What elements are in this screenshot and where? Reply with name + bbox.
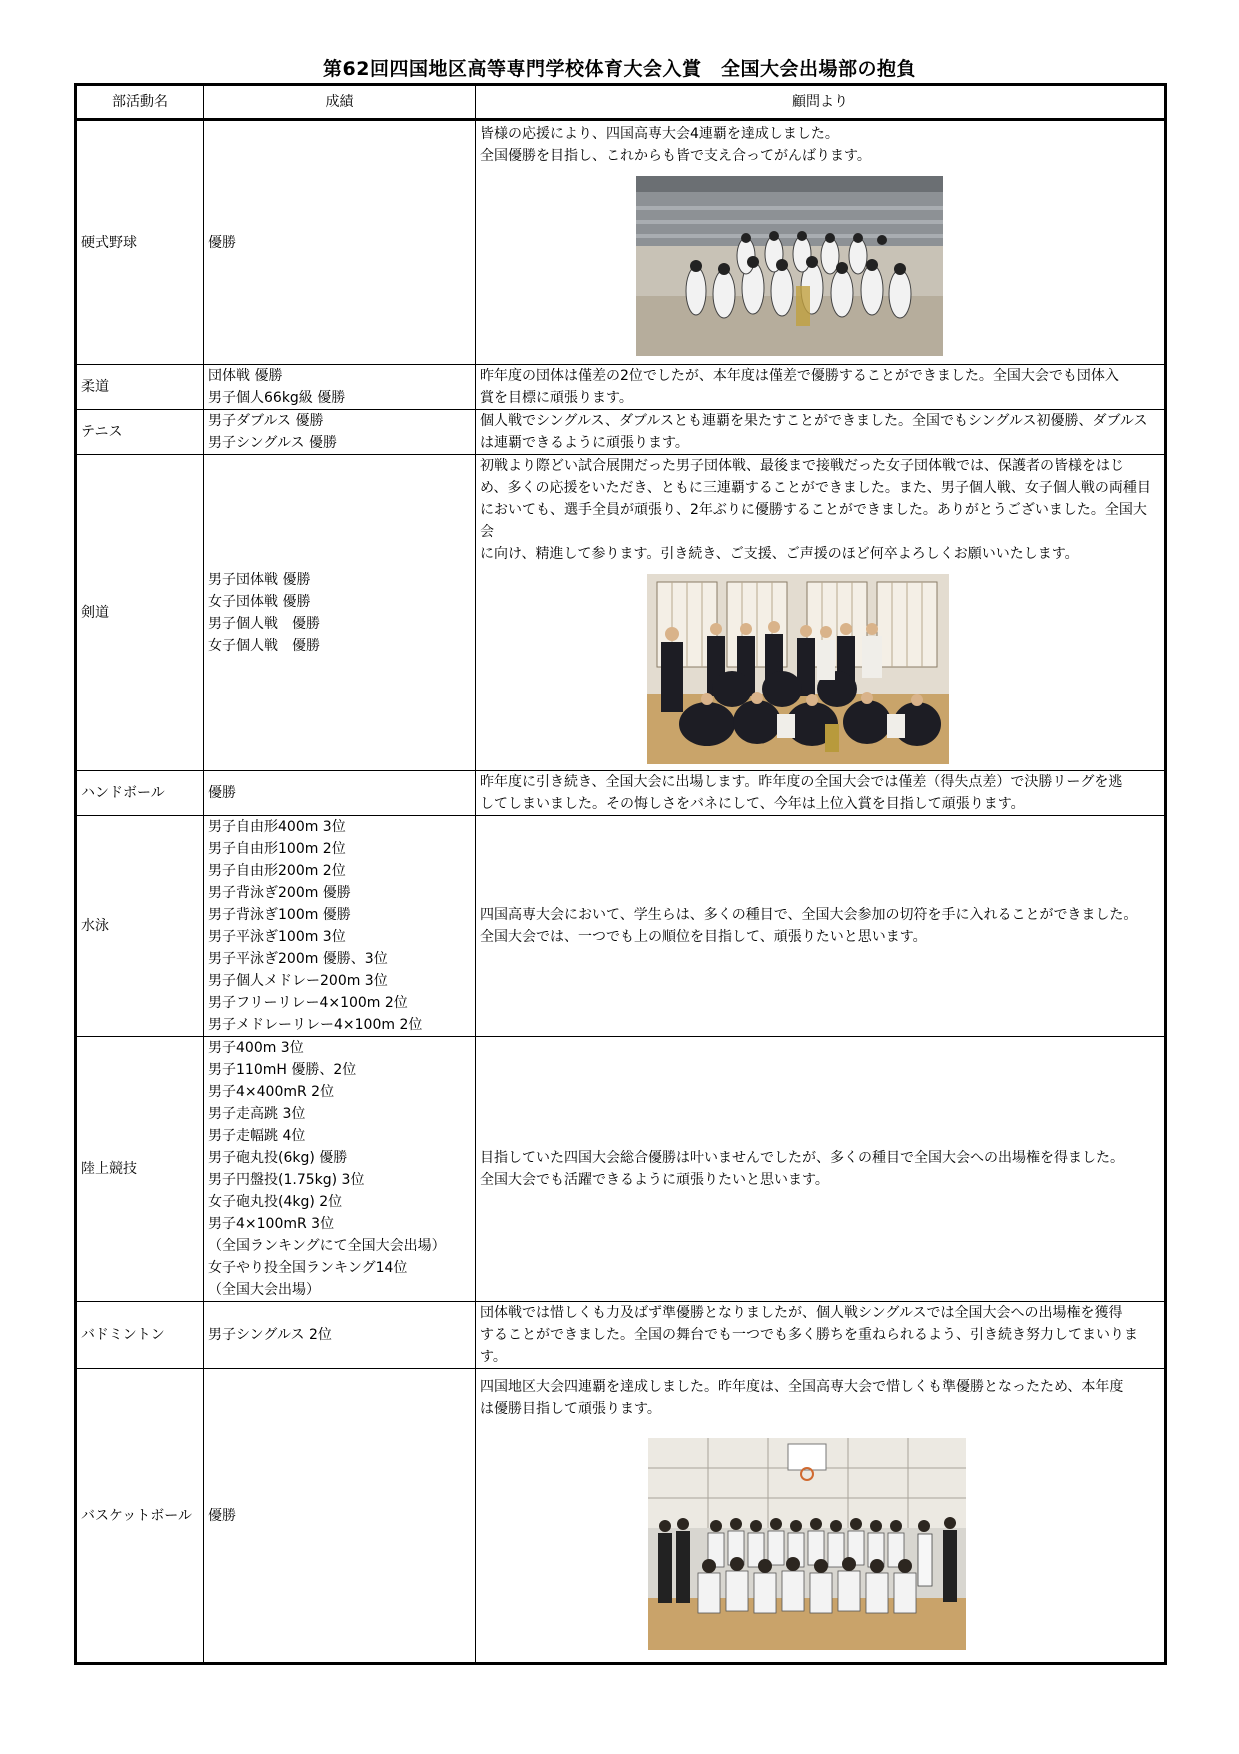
comment-cell [476, 816, 1166, 1037]
table-row [76, 365, 1166, 410]
results-cell [204, 1037, 476, 1302]
page-title: 第62回四国地区高等専門学校体育大会入賞 全国大会出場部の抱負 [323, 58, 916, 80]
result-item: 男子個人66kg級 優勝 [208, 390, 346, 406]
header-comment: 顧問より [476, 85, 1166, 120]
comment-line: 初戦より際どい試合展開だった男子団体戦、最後まで接戦だった女子団体戦では、保護者の皆様をはじ [480, 458, 1124, 474]
basketball-team-photo [648, 1438, 966, 1650]
result-item: 男子走高跳 3位 [208, 1106, 306, 1122]
result-item: 男子フリーリレー4×100m 2位 [208, 995, 408, 1011]
kendo-team-photo [647, 574, 949, 764]
result-item: 男子砲丸投(6kg) 優勝 [208, 1150, 348, 1166]
result-item: 優勝 [208, 234, 236, 251]
table-row [76, 455, 1166, 771]
comment-line: 四国高専大会において、学生らは、多くの種目で、全国大会参加の切符を手に入れることができました。 [480, 907, 1138, 923]
club-name: 水泳 [76, 816, 204, 1037]
comment-cell [476, 365, 1166, 410]
results-cell [204, 455, 476, 771]
table-row [76, 1302, 1166, 1369]
club-name: 陸上競技 [76, 1037, 204, 1302]
club-name: 硬式野球 [76, 120, 204, 365]
table-row [76, 771, 1166, 816]
comment-line: 全国大会では、一つでも上の順位を目指して、頑張りたいと思います。 [480, 929, 927, 945]
club-name: 柔道 [76, 365, 204, 410]
results-cell [204, 1369, 476, 1664]
result-item: 男子団体戦 優勝 [208, 571, 311, 588]
result-item: 優勝 [208, 785, 236, 801]
result-item: 男子平泳ぎ200m 優勝、3位 [208, 951, 388, 967]
club-name: 剣道 [76, 455, 204, 771]
comment-cell [476, 120, 1166, 365]
comment-line: することができました。全国の舞台でも一つでも多く勝ちを重ねられるよう、引き続き努力してまいります。 [480, 1327, 1138, 1365]
comment-cell [476, 1369, 1166, 1664]
baseball-team-photo [636, 176, 943, 356]
comment-line: 賞を目標に頑張ります。 [480, 390, 633, 406]
results-cell [204, 771, 476, 816]
comment-line: は連覇できるように頑張ります。 [480, 435, 689, 451]
comment-cell [476, 410, 1166, 455]
comment-cell [476, 1037, 1166, 1302]
comment-line: 全国大会でも活躍できるように頑張りたいと思います。 [480, 1172, 829, 1188]
club-name: ハンドボール [76, 771, 204, 816]
result-item: 優勝 [208, 1507, 236, 1524]
result-item: 男子4×100mR 3位 [208, 1216, 335, 1232]
table-row [76, 1369, 1166, 1664]
results-cell [204, 120, 476, 365]
club-name: バドミントン [76, 1302, 204, 1369]
result-item: 男子自由形100m 2位 [208, 841, 346, 857]
results-cell [204, 365, 476, 410]
comment-line: 個人戦でシングルス、ダブルスとも連覇を果たすことができました。全国でもシングルス初優勝、ダブルス [480, 413, 1148, 429]
result-item: 女子砲丸投(4kg) 2位 [208, 1194, 343, 1210]
table-row [76, 410, 1166, 455]
result-item: 団体戦 優勝 [208, 368, 283, 384]
comment-line: においても、選手全員が頑張り、2年ぶりに優勝することができました。ありがとうございました。全国大会 [480, 502, 1147, 540]
result-item: 男子シングルス 優勝 [208, 435, 337, 451]
comment-line: してしまいました。その悔しさをバネにして、今年は上位入賞を目指して頑張ります。 [480, 796, 1025, 812]
results-cell [204, 410, 476, 455]
table-row [76, 816, 1166, 1037]
comment-line: は優勝目指して頑張ります。 [480, 1400, 661, 1417]
comment-line: 団体戦では惜しくも力及ばず準優勝となりましたが、個人戦シングルスでは全国大会への出場権を獲得 [480, 1305, 1123, 1321]
comment-line: に向け、精進して参ります。引き続き、ご支援、ご声援のほど何卒よろしくお願いいたします。 [480, 546, 1079, 562]
result-item: 男子シングルス 2位 [208, 1327, 332, 1343]
club-name: テニス [76, 410, 204, 455]
result-item: 男子自由形200m 2位 [208, 863, 346, 879]
comment-line: 全国優勝を目指し、これからも皆で支え合ってがんばります。 [480, 148, 871, 164]
comment-cell [476, 1302, 1166, 1369]
result-item: 男子4×400mR 2位 [208, 1084, 335, 1100]
result-item: 男子メドレーリレー4×100m 2位 [208, 1017, 423, 1033]
result-item: 男子背泳ぎ100m 優勝 [208, 907, 351, 923]
result-item: 男子走幅跳 4位 [208, 1128, 306, 1144]
comment-line: 四国地区大会四連覇を達成しました。昨年度は、全国高専大会で惜しくも準優勝となったため、本年度 [480, 1378, 1124, 1395]
result-item: 男子個人戦 優勝 [208, 615, 320, 632]
result-item: 女子個人戦 優勝 [208, 637, 320, 654]
results-table [74, 83, 1167, 1665]
table-row [76, 1037, 1166, 1302]
club-name: バスケットボール [76, 1369, 204, 1664]
comment-line: 目指していた四国大会総合優勝は叶いませんでしたが、多くの種目で全国大会への出場権を得ました。 [480, 1150, 1124, 1166]
table-header-row [76, 85, 1166, 120]
comment-line: 昨年度に引き続き、全国大会に出場します。昨年度の全国大会では僅差（得失点差）で決勝リーグを逃 [480, 774, 1123, 790]
result-item: （全国ランキングにて全国大会出場） [208, 1238, 446, 1254]
comment-line: め、多くの応援をいただき、ともに三連覇することができました。また、男子個人戦、女子個人戦の両種目 [480, 480, 1151, 496]
result-item: 男子自由形400m 3位 [208, 819, 346, 835]
header-club: 部活動名 [76, 85, 204, 120]
results-cell [204, 816, 476, 1037]
comment-line: 皆様の応援により、四国高専大会4連覇を達成しました。 [480, 126, 839, 142]
comment-cell [476, 771, 1166, 816]
result-item: 男子背泳ぎ200m 優勝 [208, 885, 351, 901]
header-results: 成績 [204, 85, 476, 120]
result-item: （全国大会出場） [208, 1282, 320, 1298]
result-item: 男子110mH 優勝、2位 [208, 1062, 357, 1078]
result-item: 男子400m 3位 [208, 1040, 304, 1056]
comment-cell [476, 455, 1166, 771]
result-item: 女子やり投全国ランキング14位 [208, 1260, 408, 1276]
result-item: 男子個人メドレー200m 3位 [208, 973, 388, 989]
comment-line: 昨年度の団体は僅差の2位でしたが、本年度は僅差で優勝することができました。全国大会でも団体入 [480, 368, 1119, 384]
result-item: 女子団体戦 優勝 [208, 593, 311, 610]
results-cell [204, 1302, 476, 1369]
result-item: 男子円盤投(1.75kg) 3位 [208, 1172, 365, 1188]
result-item: 男子平泳ぎ100m 3位 [208, 929, 346, 945]
table-row [76, 120, 1166, 365]
result-item: 男子ダブルス 優勝 [208, 413, 324, 429]
